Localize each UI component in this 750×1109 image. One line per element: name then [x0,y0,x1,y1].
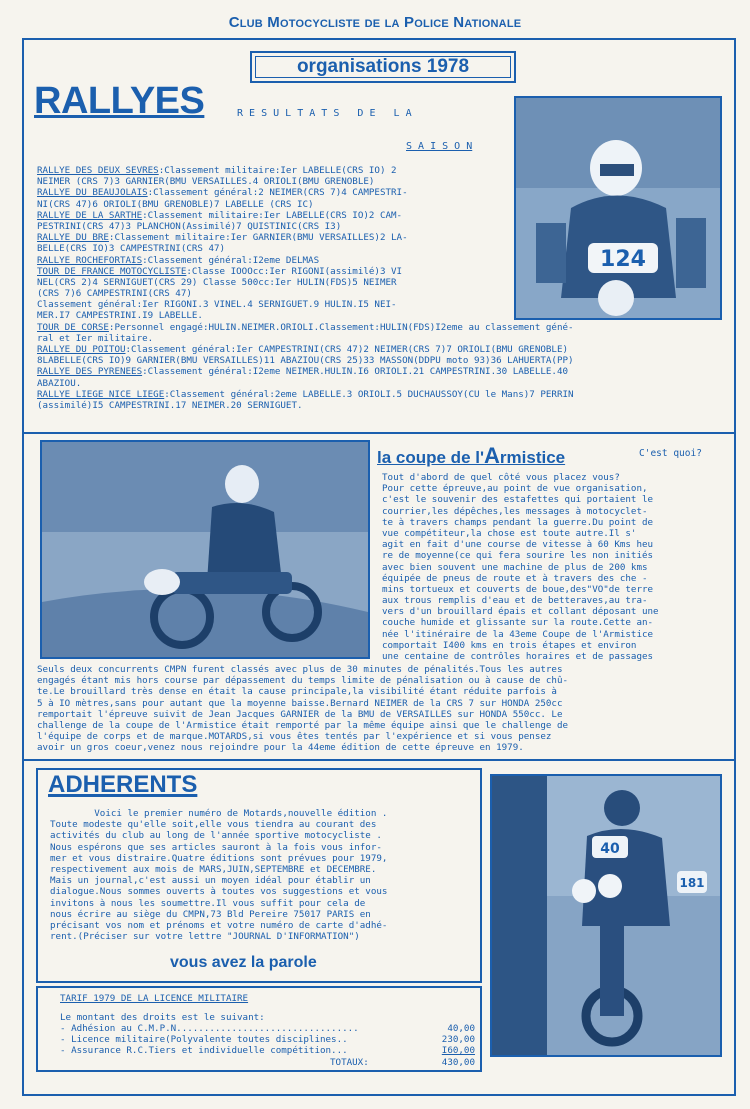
rallyes-results [37,165,727,411]
adherents-line: invitons à nous les soumettre.Il vous suffit pour cela de [50,897,366,909]
armistice-line: c'est le souvenir des estafettes qui portaient le [382,494,654,506]
tarif-total-amount: 430,00 [441,1056,475,1068]
armistice-title [377,443,565,469]
result-text: :Classement général:2 NEIMER(CRS 7)4 CAMPESTRI- [147,187,408,199]
result-line [37,277,727,288]
rallye-name: RALLYE DE LA SARTHE [37,209,143,221]
result-line [37,355,727,366]
armistice-line: équipée de pneus de route et à travers des che - [382,572,648,584]
results-list [37,165,727,411]
result-line [37,389,727,400]
result-text: :Classement général:Ier CAMPESTRINI(CRS 47)2 NEIMER(CRS 7)7 ORIOLI(BMU GRENOBLE) [125,344,569,355]
cest-quoi: C'est quoi? [639,448,702,459]
armistice-text-right [382,472,727,662]
tarif-amount: 40,00 [447,1023,475,1034]
adherents-text [50,808,475,942]
tarif-label: - Adhésion au C.M.P.N................................. [60,1023,359,1034]
result-text: ral et Ier militaire. [37,332,154,344]
adherents-line: Voici le premier numéro de Motards,nouvelle édition . [50,808,388,819]
armistice-text-full [37,664,727,754]
adherents-line: nous écrire au siège du CMPN,73 Bld Pereire 75017 PARIS en [50,908,371,920]
section-divider [22,432,736,434]
adherents-photo [490,774,722,1057]
adherents-line: mer et vous distraire.Quatre éditions sont prévues pour 1979, [50,852,388,864]
armistice-line: Seuls deux concurrents CMPN furent classés avec plus de 30 minutes de pénalités.Tous les autres [37,664,563,675]
adherents-line: respectivement aux mois de MARS,JUIN,SEPTEMBRE et DECEMBRE. [50,863,377,875]
result-text: NEL(CRS 2)4 SERNIGUET(CRS 29) Classe 500cc:Ier HULIN(FDS)5 NEIMER [37,276,397,288]
result-line [37,333,727,344]
adherents-slogan: vous avez la parole [170,954,317,971]
tarif-total-label: TOTAUX: [330,1056,369,1068]
armistice-line: vue compétiteur,la chose est toute autre.Il s' [382,527,637,539]
armistice-photo [40,440,370,659]
result-text: (CRS 7)6 CAMPESTRINI(CRS 47) [37,288,192,300]
adherents-line: Nous espérons que ses articles sauront à la fois vous infor- [50,841,382,853]
result-line [37,344,727,355]
tarif-amount: 230,00 [441,1034,475,1046]
adherents-line: rent.(Préciser sur votre lettre "JOURNAL D'INFORMATION") [50,931,360,943]
organisations-box [250,51,516,83]
armistice-line: engagés étant mis hors course par dépassement du temps limite de pénalisation ou à cause de chû- [37,675,569,687]
tarif-label: - Licence militaire(Polyvalente toutes disciplines.. [60,1034,348,1046]
rallyes-title: RALLYES [34,80,205,122]
armistice-line: remportait l'épreuve suivit de Jean Jacques GARNIER de la BMU de VERSAILLES sur HONDA 550cc. Le [37,708,563,720]
tarif-label: - Assurance R.C.Tiers et individuelle compétition... [60,1045,348,1057]
armistice-line: Pour cette épreuve,au point de vue organisation, [382,483,648,495]
result-line [37,299,727,310]
rallye-name: RALLYE DU BRE [37,232,109,244]
rallye-name: RALLYE DU POITOU [37,344,126,355]
armistice-line: née l'itinéraire de la 43eme Coupe de l'Armistice [382,628,654,640]
armistice-line: Tout d'abord de quel côté vous placez vous? [382,472,620,483]
result-line [37,187,727,198]
tarif-row [60,1034,475,1045]
adherents-line: Toute modeste qu'elle soit,elle vous tiendra au courant des [50,819,377,831]
armistice-line: agit en fait d'une course de vitesse à 60 Kms heu [382,539,654,551]
organisations-title: organisations 1978 [296,56,470,77]
armistice-line: avoir un gros coeur,venez nous rejoindre pour la 44eme édition de cette épreuve en 1979. [37,742,524,754]
result-text: PESTRINI(CRS 47)3 PLANCHON(Assimilé)7 QUISTINIC(CRS I3) [37,220,342,232]
armistice-line: l'équipe de corps et de marque.MOTARDS,si vous êtes tentés par l'expérience et si vous pensez [37,731,552,743]
tarif-items [60,1023,475,1068]
armistice-line: vers d'un brouillard épais et collant déposant une [382,606,659,618]
rallye-name: RALLYE LIEGE NICE LIEGE [37,388,165,400]
tarif-row [60,1023,475,1034]
rider-start-illustration [492,776,720,1055]
rallye-name: RALLYE DU BEAUJOLAIS [37,187,148,199]
result-line [37,176,727,187]
armistice-line: comportait I400 kms en trois étapes et environ [382,639,637,651]
result-line [37,255,727,266]
tarif-amount: I60,00 [441,1045,475,1057]
result-line [37,266,727,277]
adherents-title: ADHERENTS [48,771,198,798]
armistice-line: re de moyenne(ce qui fera sourire les non initiés [382,550,654,562]
armistice-line: mins tortueux et couverts de boue,des"VO"de terre [382,583,654,595]
result-line [37,243,727,254]
result-text: :Classement général:I2eme DELMAS [142,254,320,266]
result-line [37,400,727,411]
result-text: NEIMER (CRS 7)3 GARNIER(BMU VERSAILLES.4 ORIOLI(BMU GRENOBLE) [37,176,375,188]
armistice-line: te à travers champs pendant la guerre.Du point de [382,516,654,528]
result-line [37,310,727,321]
rallye-name: RALLYE ROCHEFORTAIS [37,254,143,266]
result-text: Classement général:Ier RIGONI.3 VINEL.4 SERNIGUET.9 HULIN.I5 NEI- [37,299,397,311]
armistice-line: une centaine de contrôles horaires et de passages [382,651,654,662]
result-text: (assimilé)I5 CAMPESTRINI.17 NEIMER.20 SERNIGUET. [37,399,303,411]
result-line [37,378,727,389]
result-text: 8LABELLE(CRS IO)9 GARNIER(BMU VERSAILLES)11 ABAZIOU(CRS 25)33 MASSON(DDPU moto 93)36 LAHUERTA(PP) [37,355,574,367]
section-divider-2 [22,759,736,761]
race-number-40: 40 [600,841,620,857]
armistice-line: avec bien souvent une machine de plus de 200 kms [382,561,648,573]
result-line [37,210,727,221]
result-text: :Classement général:I2eme NEIMER.HULIN.I6 ORIOLI.21 CAMPESTRINI.30 LABELLE.40 [142,366,569,378]
rallyes-subtitle-2: S A I S O N [406,141,473,152]
armistice-line: courrier,les dépêches,les messages à motocyclet- [382,505,648,517]
armistice-title-part-end: rmistice [499,448,566,467]
armistice-line: te.Le brouillard très dense en était la cause principale,la visibilité étant réduite parfois à [37,686,557,698]
rider-in-field-illustration [42,442,368,657]
rallye-name: RALLYE DES DEUX SEVRES [37,165,159,176]
race-number-181: 181 [679,876,705,890]
tarif-total-row [60,1057,475,1068]
result-text: :Classe IOOOcc:Ier RIGONI(assimilé)3 VI [186,265,403,277]
result-text: BELLE(CRS IO)3 CAMPESTRINI(CRS 47) [37,243,226,255]
tarif-row [60,1045,475,1056]
tarif-title: TARIF 1979 DE LA LICENCE MILITAIRE [60,993,249,1004]
adherents-line: activités du club au long de l'année sportive motocycliste . [50,830,382,842]
adherents-line: Mais un journal,c'est aussi un moyen idéal pour établir un [50,875,371,887]
result-text: :Classement militaire:Ier GARNIER(BMU VERSAILLES)2 LA- [108,232,408,244]
result-text: :Classement militaire:Ier LABELLE(CRS IO) 2 [158,165,397,176]
armistice-title-letter: A [484,443,500,468]
tarif-intro: Le montant des droits est le suivant: [60,1012,265,1023]
result-line [37,199,727,210]
result-line [37,366,727,377]
result-line [37,221,727,232]
rallyes-subtitle-1: R E S U L T A T S D E L A [237,108,412,119]
result-line [37,165,727,176]
armistice-title-part: la coupe de l' [377,448,485,467]
result-line [37,288,727,299]
armistice-line: aux trous remplis d'eau et de betteraves,au tra- [382,595,648,607]
adherents-line: précisant vos nom et prénoms et votre numéro de carte d'adhé- [50,919,388,931]
adherents-line: dialogue.Nous sommes ouverts à toutes vos suggestions et vous [50,886,388,898]
result-text: ABAZIOU. [37,377,82,389]
result-text: :Classement militaire:Ier LABELLE(CRS IO)2 CAM- [142,209,403,221]
armistice-line: couche humide et glissante sur la route.Cette an- [382,617,654,629]
result-text: MER.I7 CAMPESTRINI.I9 LABELLE. [37,310,203,322]
result-text: NI(CRS 47)6 ORIOLI(BMU GRENOBLE)7 LABELLE (CRS IC) [37,198,314,210]
rallye-name: TOUR DE CORSE [37,321,109,333]
armistice-line: challenge de la coupe de l'Armistice était remporté par la même équipe ainsi que le challenge de [37,719,569,731]
race-number: 124 [600,247,646,272]
result-line [37,322,727,333]
club-title: Club Motocycliste de la Police Nationale [228,14,522,31]
result-text: :Classement général:2eme LABELLE.3 ORIOLI.5 DUCHAUSSOY(CU le Mans)7 PERRIN [164,388,574,400]
result-text: :Personnel engagé:HULIN.NEIMER.ORIOLI.Classement:HULIN(FDS)I2eme au classement géné- [108,321,574,333]
rallye-name: RALLYE DES PYRENEES [37,366,143,378]
armistice-line: 5 à IO mètres,sans pour autant que la moyenne baisse.Bernard NEIMER de la CRS 7 sur HONDA 250cc [37,697,563,709]
result-line [37,232,727,243]
rallye-name: TOUR DE FRANCE MOTOCYCLISTE [37,265,187,277]
